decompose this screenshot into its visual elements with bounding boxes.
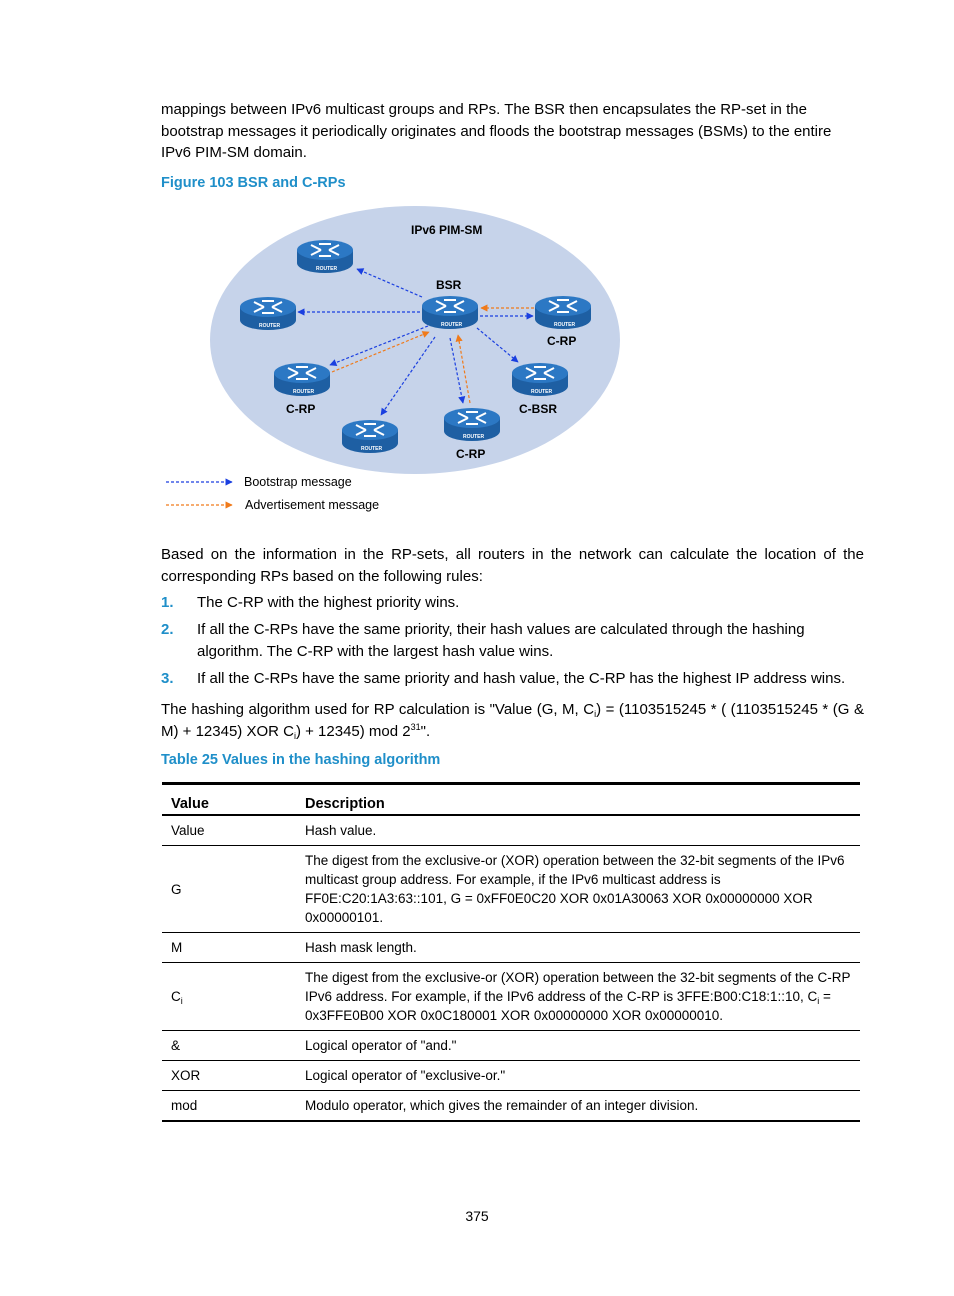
svg-text:ROUTER: ROUTER xyxy=(259,323,281,329)
table-row xyxy=(162,815,860,846)
crp-bottom-label: C-RP xyxy=(456,447,486,461)
cbsr-router-icon xyxy=(512,363,568,396)
router-icon xyxy=(240,297,296,330)
cbsr-label: C-BSR xyxy=(519,402,557,416)
table-row xyxy=(162,1091,860,1122)
list-item xyxy=(161,619,864,662)
intro-paragraph: mappings between IPv6 multicast groups and RPs. The BSR then encapsulates the RP-set in the bootstrap messages it periodically originates and floods the bootstrap messages (BSMs) to the entire IPv6 PIM-SM domain. xyxy=(161,101,832,161)
svg-text:ROUTER: ROUTER xyxy=(554,322,576,328)
value-cell: & xyxy=(162,1031,296,1061)
list-number: 3. xyxy=(161,669,174,687)
column-header: Description xyxy=(296,784,860,816)
bsr-router-icon xyxy=(422,296,478,329)
description-cell: Modulo operator, which gives the remainder of an integer division. xyxy=(296,1091,860,1122)
table-row xyxy=(162,846,860,933)
bootstrap-legend-label: Bootstrap message xyxy=(244,475,352,489)
hash-values-table xyxy=(162,782,860,1122)
svg-text:ROUTER: ROUTER xyxy=(441,322,463,328)
list-number: 2. xyxy=(161,621,174,638)
router-icon xyxy=(535,296,591,329)
domain-label: IPv6 PIM-SM xyxy=(411,223,483,237)
advertisement-legend-label: Advertisement message xyxy=(245,498,380,512)
list-text: If all the C-RPs have the same priority and hash value, the C-RP has the highest IP address wins. xyxy=(197,669,846,687)
table-row xyxy=(162,1031,860,1061)
list-item xyxy=(161,592,864,614)
svg-text:ROUTER: ROUTER xyxy=(316,266,338,272)
list-item xyxy=(161,668,864,690)
value-cell: M xyxy=(162,933,296,963)
svg-text:ROUTER: ROUTER xyxy=(531,389,553,395)
crp-left-label: C-RP xyxy=(286,402,316,416)
value-cell: XOR xyxy=(162,1061,296,1091)
table-caption: Table 25 Values in the hashing algorithm xyxy=(161,752,441,768)
description-cell: The digest from the exclusive-or (XOR) operation between the 32-bit segments of the C-RP IPv6 address. For example, if the IPv6 address of the C-RP is 3FFE:B00:C18:1::10, $C_i = 0x3FFE0B00$ XOR 0x0C180001 XOR 0x00000000 XOR 0x00000010. xyxy=(296,963,860,1031)
description-cell: Logical operator of "exclusive-or." xyxy=(296,1061,860,1091)
table-row xyxy=(162,963,860,1031)
router-icon xyxy=(297,240,353,273)
description-cell: Hash value. xyxy=(296,815,860,846)
list-text: If all the C-RPs have the same priority, their hash values are calculated through the hashing algorithm. The C-RP with the largest hash value wins. xyxy=(197,621,805,660)
figure-caption: Figure 103 BSR and C-RPs xyxy=(161,175,346,191)
svg-text:ROUTER: ROUTER xyxy=(463,434,485,440)
description-cell: Hash mask length. xyxy=(296,933,860,963)
crp-right-label: C-RP xyxy=(547,334,577,348)
table-header-row xyxy=(162,784,860,816)
page-number: 375 xyxy=(465,1208,489,1224)
list-number: 1. xyxy=(161,594,174,611)
hash-algorithm-paragraph: The hashing algorithm used for RP calculation is "Value (G, M, $C_i) = (1103515245$ * ( (1103515245 * (G & M) + 12345) XOR $C_i) + 12345$) mod $2^{31}$". xyxy=(161,701,864,741)
svg-text:ROUTER: ROUTER xyxy=(361,446,383,452)
column-header: Value xyxy=(162,784,296,816)
value-cell: mod xyxy=(162,1091,296,1122)
value-cell: Value xyxy=(162,815,296,846)
value-cell: $C_i$ xyxy=(162,963,296,1031)
rules-intro-paragraph: Based on the information in the RP-sets, all routers in the network can calculate the location of the corresponding RPs based on the following rules: xyxy=(161,546,864,585)
router-icon xyxy=(342,420,398,453)
table-row xyxy=(162,1061,860,1091)
value-cell: G xyxy=(162,846,296,933)
router-icon xyxy=(274,363,330,396)
description-cell: The digest from the exclusive-or (XOR) operation between the 32-bit segments of the IPv6 multicast group address. For example, if the IPv6 multicast address is FF0E:C20:1A3:63::101, G = 0xFF0E0C20 XOR 0x01A30063 XOR 0x00000000 XOR 0x00000101. xyxy=(296,846,860,933)
description-cell: Logical operator of "and." xyxy=(296,1031,860,1061)
list-text: The C-RP with the highest priority wins. xyxy=(197,594,460,611)
rules-list xyxy=(161,592,864,695)
svg-text:ROUTER: ROUTER xyxy=(293,389,315,395)
bsr-label: BSR xyxy=(436,278,462,292)
table-row xyxy=(162,933,860,963)
bsr-crp-diagram xyxy=(150,200,630,522)
router-icon xyxy=(444,408,500,441)
